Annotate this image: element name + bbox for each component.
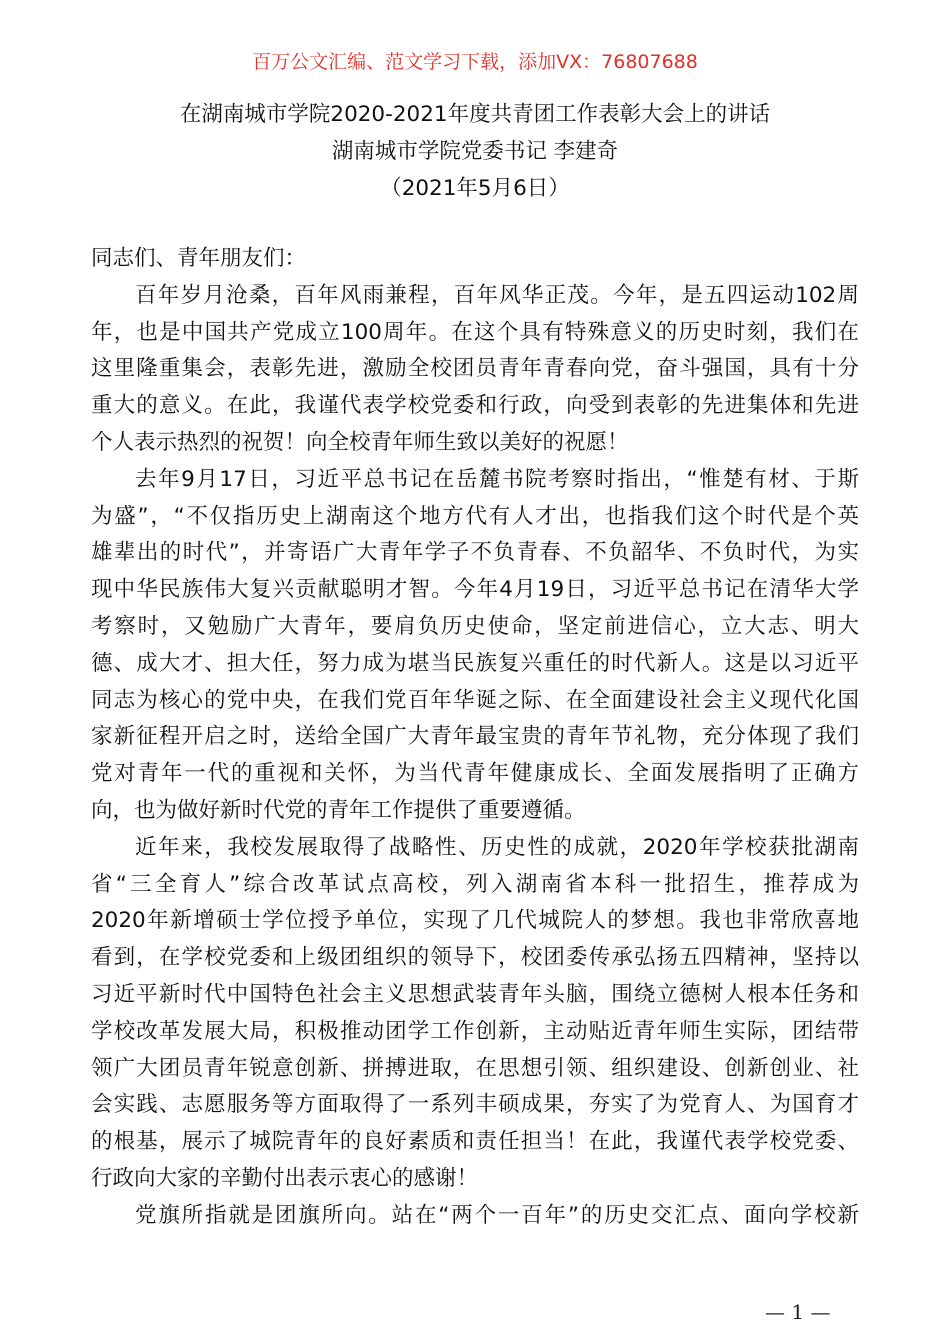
paragraph-line: 现中华民族伟大复兴贡献聪明才智。今年4月19日，习近平总书记在清华大学 — [91, 577, 859, 603]
paragraph-line: 为盛”，“不仅指历史上湖南这个地方代有人才出，也指我们这个时代是个英 — [91, 503, 859, 529]
paragraph — [91, 1198, 859, 1235]
paragraph-line: 个人表示热烈的祝贺！向全校青年师生致以美好的祝愿！ — [91, 429, 629, 455]
paragraph-line: 习近平新时代中国特色社会主义思想武装青年头脑，围绕立德树人根本任务和 — [91, 981, 859, 1007]
paragraph — [91, 278, 859, 462]
paragraph-line: 行政向大家的辛勤付出表示衷心的感谢！ — [91, 1165, 479, 1191]
paragraph-line: 2020年新增硕士学位授予单位，实现了几代城院人的梦想。我也非常欣喜地 — [91, 908, 859, 934]
paragraph-line: 去年9月17日，习近平总书记在岳麓书院考察时指出，“惟楚有材、于斯 — [135, 466, 859, 492]
paragraph-line: 德、成大才、担大任，努力成为堪当民族复兴重任的时代新人。这是以习近平 — [91, 650, 859, 676]
paragraph-line: 领广大团员青年锐意创新、拼搏进取，在思想引领、组织建设、创新创业、社 — [91, 1055, 859, 1081]
paragraph-line: 百年岁月沧桑，百年风雨兼程，百年风华正茂。今年，是五四运动102周 — [135, 282, 859, 308]
paragraph-line: 家新征程开启之时，送给全国广大青年最宝贵的青年节礼物，充分体现了我们 — [91, 724, 859, 750]
paragraph — [91, 462, 859, 830]
speech-date: （2021年5月6日） — [380, 176, 570, 201]
greeting: 同志们、青年朋友们： — [91, 246, 307, 271]
paragraph-line: 考察时，又勉励广大青年，要肩负历史使命，坚定前进信心，立大志、明大 — [91, 613, 859, 639]
document-body — [91, 241, 859, 1235]
paragraph-line: 的根基，展示了城院青年的良好素质和责任担当！在此，我谨代表学校党委、 — [91, 1129, 859, 1155]
paragraph-line: 同志为核心的党中央，在我们党百年华诞之际、在全面建设社会主义现代化国 — [91, 687, 859, 713]
paragraph-line: 年，也是中国共产党成立100周年。在这个具有特殊意义的历史时刻，我们在 — [91, 319, 859, 345]
paragraph-line: 重大的意义。在此，我谨代表学校党委和行政，向受到表彰的先进集体和先进 — [91, 393, 859, 419]
paragraph-line: 近年来，我校发展取得了战略性、历史性的成就，2020年学校获批湖南 — [135, 834, 859, 860]
paragraph-line: 党旗所指就是团旗所向。站在“两个一百年”的历史交汇点、面向学校新 — [135, 1202, 859, 1228]
paragraph-line: 看到，在学校党委和上级团组织的领导下，校团委传承弘扬五四精神，坚持以 — [91, 945, 859, 971]
paragraph-line: 会实践、志愿服务等方面取得了一系列丰硕成果，夯实了为党育人、为国育才 — [91, 1092, 859, 1118]
paragraph-line: 省“三全育人”综合改革试点高校，列入湖南省本科一批招生，推荐成为 — [91, 871, 859, 897]
paragraph-line: 这里隆重集会，表彰先进，激励全校团员青年青春向党，奋斗强国，具有十分 — [91, 356, 859, 382]
paragraph-line: 学校改革发展大局，积极推动团学工作创新，主动贴近青年师生实际，团结带 — [91, 1018, 859, 1044]
paragraph-line: 雄辈出的时代”，并寄语广大青年学子不负青春、不负韶华、不负时代，为实 — [91, 540, 859, 566]
paragraph — [91, 830, 859, 1198]
speaker-line: 湖南城市学院党委书记 李建奇 — [331, 139, 619, 164]
page-number: — 1 — — [765, 1300, 831, 1324]
paragraph-line: 向，也为做好新时代党的青年工作提供了重要遵循。 — [91, 797, 586, 823]
document-title: 在湖南城市学院2020-2021年度共青团工作表彰大会上的讲话 — [179, 102, 771, 127]
paragraph-line: 党对青年一代的重视和关怀，为当代青年健康成长、全面发展指明了正确方 — [91, 761, 859, 787]
watermark-banner: 百万公文汇编、范文学习下载，添加VX：76807688 — [252, 51, 698, 73]
